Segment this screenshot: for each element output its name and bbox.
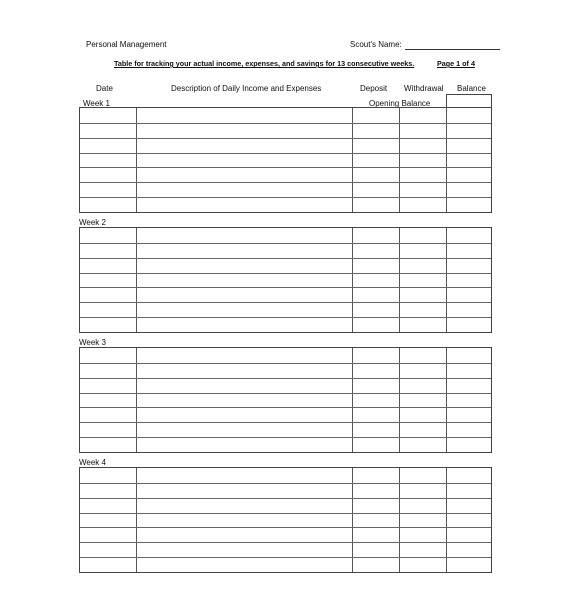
week-label: Week 3 [79, 338, 106, 347]
row-divider [80, 557, 491, 558]
row-divider [80, 317, 491, 318]
row-divider [80, 513, 491, 514]
row-divider [80, 378, 491, 379]
row-divider [80, 407, 491, 408]
col-header-balance: Balance [457, 84, 486, 93]
page-number: Page 1 of 4 [437, 59, 475, 68]
col-header-deposit: Deposit [360, 84, 388, 93]
week-table [79, 107, 492, 213]
row-divider [80, 153, 491, 154]
row-divider [80, 498, 491, 499]
week-table [79, 227, 492, 333]
col-header-description: Description of Daily Income and Expenses [171, 84, 322, 93]
row-divider [80, 273, 491, 274]
row-divider [80, 527, 491, 528]
row-divider [80, 393, 491, 394]
row-divider [80, 167, 491, 168]
row-divider [80, 422, 491, 423]
week-label: Week 4 [79, 458, 106, 467]
row-divider [80, 437, 491, 438]
row-divider [80, 258, 491, 259]
week-table [79, 347, 492, 453]
row-divider [80, 243, 491, 244]
scout-name-label: Scout's Name: [350, 40, 402, 49]
scout-name-field[interactable] [405, 41, 500, 50]
row-divider [80, 138, 491, 139]
row-divider [80, 197, 491, 198]
week-label: Week 2 [79, 218, 106, 227]
instruction-text: Table for tracking your actual income, expenses, and savings for 13 consecutive weeks. [114, 59, 415, 68]
row-divider [80, 123, 491, 124]
col-header-withdrawal: Withdrawal [404, 84, 444, 93]
form-title: Personal Management [86, 40, 167, 49]
row-divider [80, 287, 491, 288]
row-divider [80, 542, 491, 543]
row-divider [80, 182, 491, 183]
scout-name-row [350, 40, 500, 50]
col-header-date: Date [96, 84, 113, 93]
row-divider [80, 302, 491, 303]
week-table [79, 467, 492, 573]
row-divider [80, 363, 491, 364]
opening-balance-label: Opening Balance [369, 99, 431, 108]
row-divider [80, 483, 491, 484]
week-label: Week 1 [83, 99, 110, 108]
